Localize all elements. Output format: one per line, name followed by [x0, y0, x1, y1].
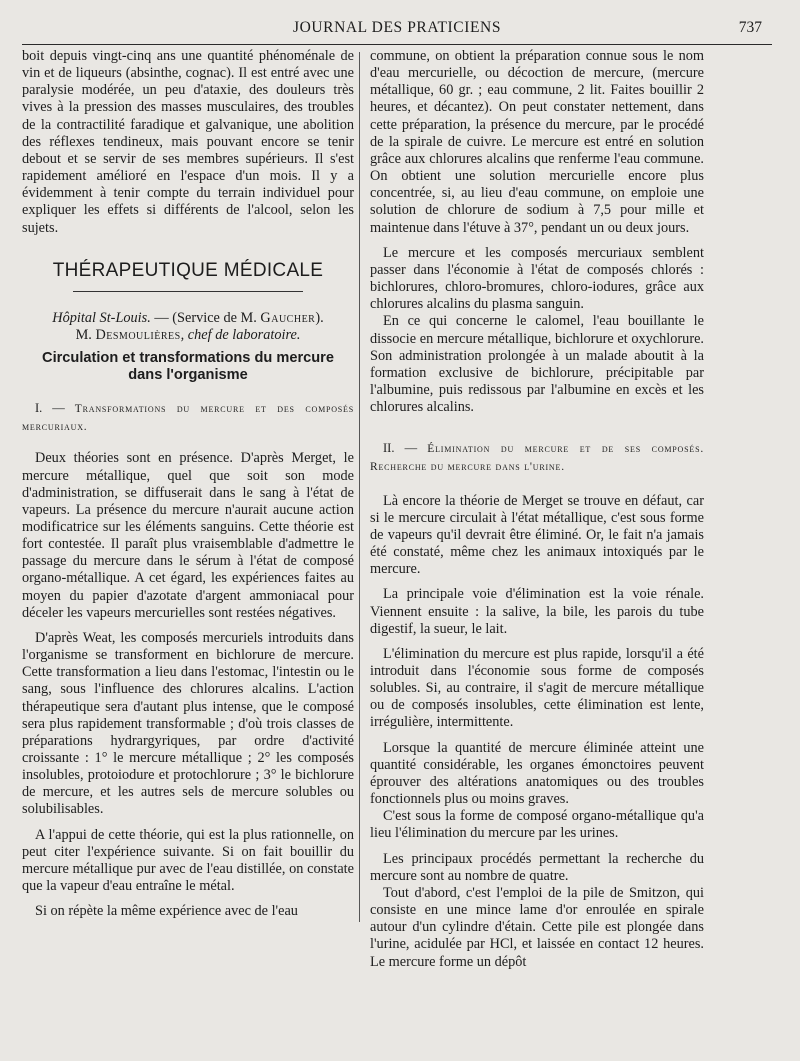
subsection-number-1: I. — [35, 401, 75, 416]
paragraph-composes-chlores: Le mercure et les composés mercuriaux semblent passer dans l'économie à l'état de composés chlorés : bichlorures, chloro-bromures, chloro-iodures, grâce aux chlorures alcalins du plasma sanguin. [370, 244, 704, 313]
paragraph-theories: Deux théories sont en présence. D'après Merget, le mercure métallique, quel que soit son mode d'administration, se diffuserait dans le sang à l'état de vapeurs. La présence du mercure n'aurait aucune action modificatrice sur les éléments sanguins. Cette théorie est fort contestée. Il paraît plus vraisemblable d'admettre le passage du mercure dans le sérum à l'état de composé organo-métallique. A cet égard, les expériences faites au moyen du papier d'azotate d'argent ammoniacal pour déceler les vapeurs mercurielles sont restées négatives. [22, 450, 354, 621]
byline-author-role: , chef de laboratoire. [180, 326, 301, 343]
byline-service-head: Gaucher [260, 309, 316, 326]
page-header [22, 12, 772, 45]
page-number: 737 [738, 19, 762, 36]
byline-hospital [22, 310, 354, 327]
byline-hospital-name: Hôpital St-Louis. [52, 309, 151, 326]
subsection-text-2: Élimination du mercure et de ses composés. Recherche du mercure dans l'urine. [370, 443, 704, 474]
subsection-number-2: II. — [383, 441, 428, 456]
journal-title: JOURNAL DES PRATICIENS [292, 19, 502, 36]
subsection-heading-1 [22, 400, 354, 436]
byline-author [22, 327, 354, 344]
byline-service-end: ). [315, 309, 324, 326]
paragraph-eau-mercurielle: commune, on obtient la préparation connue sous le nom d'eau mercurielle, ou décoction de mercure, (mercure métallique, 60 gr. ; eau commune, 2 lit. Faites bouillir 2 heures, et décantez). On peut constater nettement, dans cette préparation, la présence du mercure, par le procédé de la spirale de cuivre. Le mercure est entré en solution grâce aux chlorures alcalins que renferme l'eau commune. On obtient une solution mercurielle encore plus concentrée, si, au lieu d'eau commune, on emploie une solution de chlorure de sodium à 7,5 pour mille et maintenue dans l'étuve à 37°, pendant un ou deux jours. [370, 48, 704, 236]
paragraph-weat: D'après Weat, les composés mercuriels introduits dans l'organisme se transforment en bichlorure de mercure. Cette transformation a lieu dans l'estomac, l'intestin ou le sang, sous l'influence des chlorures alcalins. L'action thérapeutique sera d'autant plus intense, que le composé sera plus rapidement transformable ; d'où trois classes de préparations hydrargyriques, par ordre d'activité croissante : 1° le mercure métallique ; 2° les composés insolubles, protoiodure et protochlorure ; 3° le bichlorure de mercure, et les autres sels de mercure solubles ou solubilisables. [22, 629, 354, 818]
byline-author-prefix: M. [75, 326, 96, 343]
paragraph-merget-defaut: Là encore la théorie de Merget se trouve en défaut, car si le mercure circulait à l'état métallique, c'est sous forme de vapeurs qu'il devrait être éliminé. Or, le fait n'a jamais été constaté, même chez les animaux intoxiqués par le mercure. [370, 492, 704, 578]
subsection-heading-2 [370, 440, 704, 476]
right-column [370, 48, 704, 971]
paragraph-elimination-rapide: L'élimination du mercure est plus rapide, lorsqu'il a été introduit dans l'économie sous forme de composés solubles. Si, au contraire, il s'agit de mercure métallique ou de composés insolubles, cette élimination est lente, irrégulière, intermittente. [370, 645, 704, 731]
paragraph-procedes: Les principaux procédés permettant la recherche du mercure sont au nombre de quatre. [370, 850, 704, 884]
paragraph-quantite: Lorsque la quantité de mercure éliminée atteint une quantité considérable, les organes émonctoires peuvent éprouver des altérations anatomiques ou des troubles fonctionnels plus ou moins graves. [370, 739, 704, 808]
intro-paragraph: boit depuis vingt-cinq ans une quantité phénoménale de vin et de liqueurs (absinthe, cognac). Il est entré avec une paralysie modérée, un peu d'ataxie, des douleurs très vives à la pression des masses musculaires, des troubles de la contractilité faradique et galvanique, une abolition des réflexes tendineux, mais pouvant encore se tenir debout et se servir de ses membres supérieurs. Il s'est rapidement amélioré en l'espace d'un mois. Il y a évidemment à tenir compte du terrain individuel pour expliquer les effets si différents de l'alcool, selon les sujets. [22, 48, 354, 236]
column-divider [359, 52, 360, 922]
section-title: THÉRAPEUTIQUE MÉDICALE [52, 259, 324, 281]
paragraph-calomel: En ce qui concerne le calomel, l'eau bouillante le dissocie en mercure métallique, bichlorure et oxychlorure. Son administration prolongée à un malade aboutit à la formation exclusive de bichlorure, précipitable par l'albumine, puis redissous par l'albumine en excès et les chlorures alcalins. [370, 313, 704, 416]
paragraph-experience: A l'appui de cette théorie, qui est la plus rationnelle, on peut citer l'expérience suivante. Si on fait bouillir du mercure métallique pur avec de l'eau distillée, on constate que la vapeur d'eau entraîne le métal. [22, 826, 354, 895]
article-title-line-2: dans l'organisme [128, 367, 248, 384]
byline-author-name: Desmoulières [95, 326, 181, 343]
paragraph-organo-metallique: C'est sous la forme de composé organo-métallique qu'a lieu l'élimination du mercure par les urines. [370, 808, 704, 842]
paragraph-pile-smitzon: Tout d'abord, c'est l'emploi de la pile de Smitzon, qui consiste en une mince lame d'or enroulée en spirale autour d'un cylindre d'étain. Cette pile est plongée dans l'urine, acidulée par HCl, et laissée en contact 12 heures. Le mercure forme un dépôt [370, 884, 704, 970]
paragraph-voie-renale: La principale voie d'élimination est la voie rénale. Viennent ensuite : la salive, la bile, les parois du tube digestif, la sueur, le lait. [370, 586, 704, 637]
left-column [22, 48, 354, 920]
article-title-line-1: Circulation et transformations du mercure [42, 350, 334, 367]
byline-service: — (Service de M. [150, 309, 261, 326]
subsection-text-1: Transformations du mercure et des composés mercuriaux. [22, 403, 354, 434]
paragraph-repeat: Si on répète la même expérience avec de l'eau [35, 903, 298, 920]
